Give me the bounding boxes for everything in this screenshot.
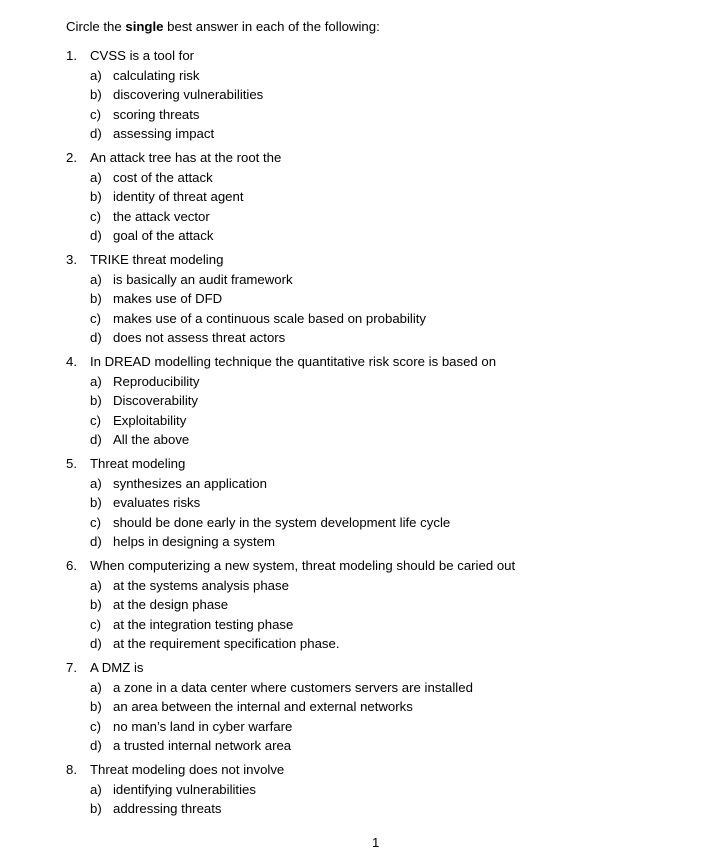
option-letter: a) bbox=[90, 373, 102, 389]
option-letter: c) bbox=[90, 718, 101, 734]
option-text: discovering vulnerabilities bbox=[113, 87, 264, 102]
option-letter: b) bbox=[90, 495, 102, 510]
option-letter: b) bbox=[90, 801, 102, 816]
instruction-suffix: best answer in each of the following: bbox=[163, 19, 380, 34]
option-letter: a) bbox=[90, 475, 102, 491]
option-text: assessing impact bbox=[113, 126, 215, 141]
question-text: When computerizing a new system, threat modeling should be caried out bbox=[90, 558, 516, 573]
option-text: is basically an audit framework bbox=[113, 271, 293, 287]
option-letter: b) bbox=[90, 597, 102, 612]
question-text: A DMZ is bbox=[90, 660, 144, 675]
question-text: TRIKE threat modeling bbox=[90, 252, 224, 267]
option-letter: c) bbox=[90, 616, 101, 632]
question-number: 4. bbox=[66, 354, 77, 369]
option-letter: c) bbox=[90, 310, 101, 326]
option-letter: b) bbox=[90, 189, 102, 204]
option-text: a trusted internal network area bbox=[113, 738, 292, 753]
option-text: at the integration testing phase bbox=[113, 616, 294, 632]
option-text: Discoverability bbox=[113, 393, 199, 408]
option-letter: d) bbox=[90, 432, 102, 447]
instruction-text bbox=[66, 18, 380, 35]
option-letter: a) bbox=[90, 67, 102, 83]
question-number: 1. bbox=[66, 48, 77, 63]
instruction-prefix: Circle the bbox=[66, 19, 126, 34]
option-text: at the design phase bbox=[113, 597, 229, 612]
option-letter: c) bbox=[90, 208, 101, 224]
option-text: addressing threats bbox=[113, 801, 222, 816]
option-letter: a) bbox=[90, 271, 102, 287]
instruction-emphasis: single bbox=[125, 19, 164, 34]
option-text: calculating risk bbox=[113, 67, 200, 83]
question-text: An attack tree has at the root the bbox=[90, 150, 282, 165]
option-text: helps in designing a system bbox=[113, 534, 276, 549]
option-letter: a) bbox=[90, 577, 102, 593]
option-text: does not assess threat actors bbox=[113, 330, 286, 345]
option-text: no man’s land in cyber warfare bbox=[113, 718, 293, 734]
option-text: evaluates risks bbox=[113, 495, 201, 510]
option-letter: b) bbox=[90, 291, 102, 306]
option-text: at the requirement specification phase. bbox=[113, 636, 340, 651]
question-number: 7. bbox=[66, 660, 77, 675]
question-text: CVSS is a tool for bbox=[90, 48, 195, 63]
question-text: Threat modeling bbox=[90, 456, 186, 471]
option-letter: a) bbox=[90, 679, 102, 695]
page-number: 1 bbox=[372, 835, 380, 850]
option-text: makes use of a continuous scale based on probability bbox=[113, 310, 427, 326]
option-letter: d) bbox=[90, 330, 102, 345]
option-text: Reproducibility bbox=[113, 373, 200, 389]
option-text: an area between the internal and external networks bbox=[113, 699, 413, 714]
option-letter: d) bbox=[90, 228, 102, 243]
option-text: at the systems analysis phase bbox=[113, 577, 289, 593]
option-letter: d) bbox=[90, 534, 102, 549]
option-letter: b) bbox=[90, 87, 102, 102]
option-text: Exploitability bbox=[113, 412, 187, 428]
question-text: Threat modeling does not involve bbox=[90, 762, 285, 777]
question-number: 8. bbox=[66, 762, 77, 777]
option-text: identifying vulnerabilities bbox=[113, 781, 256, 797]
option-letter: c) bbox=[90, 412, 101, 428]
option-letter: b) bbox=[90, 699, 102, 714]
option-letter: a) bbox=[90, 169, 102, 185]
option-text: cost of the attack bbox=[113, 169, 213, 185]
option-text: All the above bbox=[113, 432, 190, 447]
option-text: a zone in a data center where customers servers are installed bbox=[113, 679, 473, 695]
option-letter: c) bbox=[90, 106, 101, 122]
option-letter: d) bbox=[90, 636, 102, 651]
option-letter: d) bbox=[90, 738, 102, 753]
question-number: 3. bbox=[66, 252, 77, 267]
question-number: 6. bbox=[66, 558, 77, 573]
option-text: goal of the attack bbox=[113, 228, 214, 243]
question-number: 5. bbox=[66, 456, 77, 471]
question-number: 2. bbox=[66, 150, 77, 165]
question-text: In DREAD modelling technique the quantitative risk score is based on bbox=[90, 354, 497, 369]
option-text: scoring threats bbox=[113, 106, 200, 122]
option-text: synthesizes an application bbox=[113, 475, 267, 491]
option-letter: c) bbox=[90, 514, 101, 530]
option-text: makes use of DFD bbox=[113, 291, 223, 306]
option-text: should be done early in the system development life cycle bbox=[113, 514, 451, 530]
option-text: identity of threat agent bbox=[113, 189, 244, 204]
option-letter: d) bbox=[90, 126, 102, 141]
option-letter: a) bbox=[90, 781, 102, 797]
option-text: the attack vector bbox=[113, 208, 210, 224]
option-letter: b) bbox=[90, 393, 102, 408]
